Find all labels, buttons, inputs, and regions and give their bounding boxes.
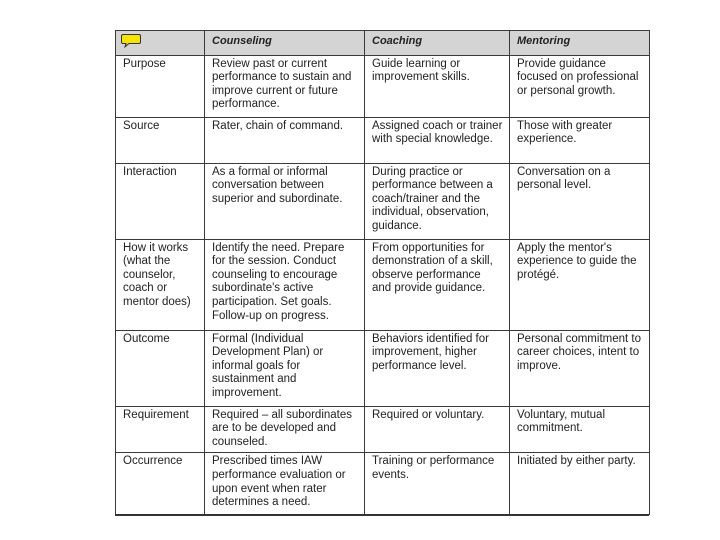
cell-coaching: During practice or performance between a coach/trainer and the individual, observation, guidance. [365, 163, 510, 239]
table-row [116, 117, 650, 163]
speech-bubble-icon [120, 33, 142, 53]
header-counseling: Counseling [205, 31, 365, 56]
table-row [116, 239, 650, 330]
cell-counseling: Required – all subordinates are to be developed and counseled. [205, 406, 365, 453]
row-label-occurrence: Occurrence [116, 453, 205, 515]
cell-coaching: Required or voluntary. [365, 406, 510, 453]
cell-coaching: Behaviors identified for improvement, higher performance level. [365, 330, 510, 406]
cell-coaching: From opportunities for demonstration of a skill, observe performance and provide guidance. [365, 239, 510, 330]
row-label-how-it-works: How it works (what the counselor, coach or mentor does) [116, 239, 205, 330]
comparison-table [115, 30, 650, 515]
row-label-interaction: Interaction [116, 163, 205, 239]
cell-coaching: Assigned coach or trainer with special knowledge. [365, 117, 510, 163]
cell-mentoring: Initiated by either party. [510, 453, 650, 515]
row-label-source: Source [116, 117, 205, 163]
table-header-row [116, 31, 650, 56]
table-row [116, 453, 650, 515]
cell-mentoring: Personal commitment to career choices, intent to improve. [510, 330, 650, 406]
comparison-document [115, 30, 649, 516]
row-label-requirement: Requirement [116, 406, 205, 453]
cell-counseling: As a formal or informal conversation between superior and subordinate. [205, 163, 365, 239]
cell-counseling: Prescribed times IAW performance evaluation or upon event when rater determines a need. [205, 453, 365, 515]
row-label-outcome: Outcome [116, 330, 205, 406]
table-row [116, 55, 650, 117]
cell-mentoring: Provide guidance focused on professional or personal growth. [510, 55, 650, 117]
header-icon-cell [116, 31, 205, 56]
table-row [116, 330, 650, 406]
header-coaching: Coaching [365, 31, 510, 56]
cell-mentoring: Voluntary, mutual commitment. [510, 406, 650, 453]
cell-coaching: Guide learning or improvement skills. [365, 55, 510, 117]
page-bottom-rule [115, 514, 649, 516]
cell-mentoring: Apply the mentor's experience to guide the protégé. [510, 239, 650, 330]
row-label-purpose: Purpose [116, 55, 205, 117]
cell-counseling: Identify the need. Prepare for the session. Conduct counseling to encourage subordinate's active participation. Set goals. Follow-up on progress. [205, 239, 365, 330]
cell-counseling: Formal (Individual Development Plan) or informal goals for sustainment and improvement. [205, 330, 365, 406]
header-mentoring: Mentoring [510, 31, 650, 56]
cell-mentoring: Conversation on a personal level. [510, 163, 650, 239]
cell-coaching: Training or performance events. [365, 453, 510, 515]
cell-counseling: Rater, chain of command. [205, 117, 365, 163]
table-row [116, 406, 650, 453]
cell-counseling: Review past or current performance to sustain and improve current or future performance. [205, 55, 365, 117]
table-row [116, 163, 650, 239]
cell-mentoring: Those with greater experience. [510, 117, 650, 163]
